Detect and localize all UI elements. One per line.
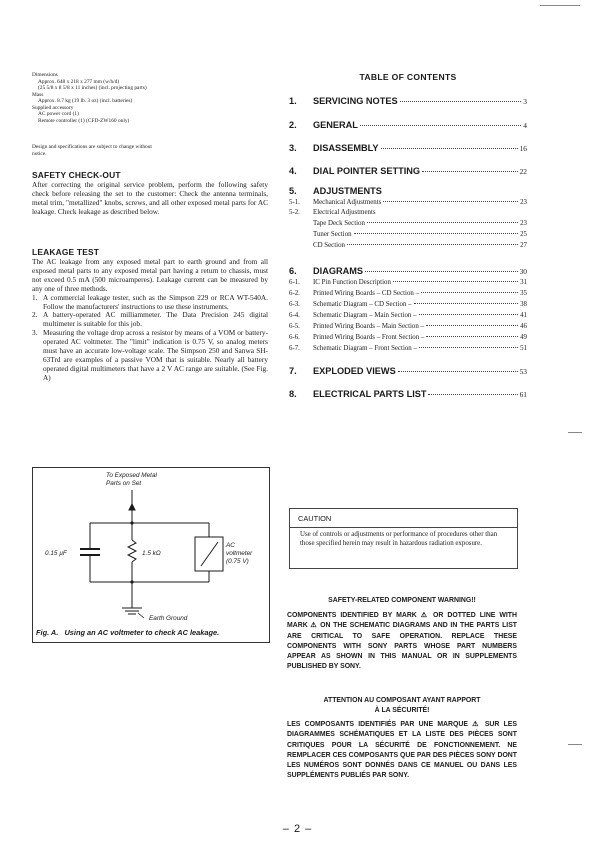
- toc-sub-number: 6-6.: [289, 334, 300, 341]
- page-number: – 2 –: [282, 823, 313, 835]
- specifications: [32, 72, 147, 124]
- toc-entry-number: 8.: [289, 389, 297, 399]
- meter-label-2: voltmeter: [226, 550, 253, 557]
- leakage-test-intro: The AC leakage from any exposed metal part to earth ground and from all exposed metal parts to any exposed metal part having a return to chassis, must not exceed 0.5 mA (500 microamperes). Leakage current can be measured by any one of three methods.: [32, 257, 268, 293]
- toc-sub-page: 35: [520, 290, 527, 297]
- spec-dimensions-inches: (25 5/8 x 8 5/8 x 11 inches) (incl. projecting parts): [38, 85, 147, 91]
- toc-leader-dots: [419, 347, 518, 348]
- ground-label: Earth Ground: [149, 615, 188, 622]
- toc-title: TABLE OF CONTENTS: [359, 72, 457, 82]
- figure-caption: Fig. A. Using an AC voltmeter to check AC leakage.: [36, 628, 220, 637]
- toc-sub-page: 41: [520, 312, 527, 319]
- toc-sub-number: 6-5.: [289, 323, 300, 330]
- junction-dot-top: [130, 521, 133, 524]
- toc-leader-dots: [426, 325, 518, 326]
- ground-label-leader: [138, 613, 144, 618]
- toc-sub-page: 49: [520, 334, 527, 341]
- toc-sub-page: 23: [520, 199, 527, 206]
- toc-sub-entry[interactable]: [289, 290, 527, 297]
- toc-entry-page: 3: [523, 97, 527, 106]
- toc-entry[interactable]: [289, 389, 527, 399]
- toc-entry-title: DIAGRAMS: [313, 266, 364, 276]
- safety-checkout-heading: SAFETY CHECK-OUT: [32, 170, 121, 180]
- toc-entry-title: DISASSEMBLY: [313, 143, 379, 153]
- toc-sub-title: Electrical Adjustments: [313, 209, 376, 216]
- list-item: [32, 329, 268, 382]
- toc-leader-dots: [428, 394, 517, 395]
- capacitor-label: 0.15 µF: [45, 550, 67, 557]
- toc-sub-number: 6-1.: [289, 279, 300, 286]
- toc-sub-page: 46: [520, 323, 527, 330]
- toc-entry[interactable]: [289, 166, 527, 176]
- list-item-text: A battery-operated AC milliammeter. The Data Precision 245 digital multimeter is suitable for this job.: [43, 310, 268, 329]
- toc-leader-dots: [381, 148, 518, 149]
- toc-entry-page: 53: [519, 367, 527, 376]
- caution-text: Use of controls or adjustments or performance of procedures other than those specified herein may result in hazardous radiation exposure.: [300, 531, 498, 547]
- list-item-number: 1.: [32, 292, 38, 302]
- figure-a: [32, 467, 270, 643]
- spec-dimensions-label: Dimensions: [32, 72, 58, 78]
- toc-sub-number: 5-1.: [289, 199, 300, 206]
- spec-mass-label: Mass: [32, 91, 44, 98]
- toc-sub-number: 6-7.: [289, 345, 300, 352]
- toc-leader-dots: [400, 101, 522, 102]
- toc-leader-dots: [422, 171, 518, 172]
- toc-leader-dots: [367, 222, 518, 223]
- toc-entry[interactable]: [289, 266, 527, 276]
- toc-sub-page: 25: [520, 231, 527, 238]
- scan-edge-mark: [568, 432, 582, 433]
- toc-sub-entry[interactable]: [289, 231, 527, 238]
- safety-warning-fr-heading-1: ATTENTION AU COMPOSANT AYANT RAPPORT: [323, 697, 481, 704]
- toc-entry-page: 4: [523, 121, 527, 130]
- toc-sub-title: CD Section: [313, 242, 345, 249]
- toc-sub-entry[interactable]: [289, 301, 527, 308]
- toc-sub-entry[interactable]: [289, 345, 527, 352]
- toc-sub-entry[interactable]: [289, 209, 527, 216]
- safety-warning-heading: SAFETY-RELATED COMPONENT WARNING!!: [328, 597, 476, 604]
- safety-warning-fr-body: LES COMPOSANTS IDENTIFIÉS PAR UNE MARQUE ⚠ SUR LES DIAGRAMMES SCHÉMATIQUES ET LA LISTE DES PIÈCES SONT CRITIQUES POUR LA SÉCURITÉ DE FONCTIONNEMENT. NE REMPLACER CES COMPOSANTS QUE PAR DES PIÈCES SONY DONT LES NUMÉROS SONT DONNÉS DANS CE MANUEL OU DANS LES SUPPLÉMENTS PUBLIÉS PAR SONY.: [287, 721, 517, 780]
- toc-sub-number: 6-2.: [289, 290, 300, 297]
- toc-sub-title: Printed Wiring Boards – CD Section –: [313, 290, 420, 297]
- toc-entry-number: 5.: [289, 186, 297, 196]
- toc-sub-entry[interactable]: [289, 323, 527, 330]
- leakage-test-body: [32, 258, 268, 383]
- toc-sub-entry[interactable]: [289, 242, 527, 249]
- leakage-test-heading: LEAKAGE TEST: [32, 247, 100, 257]
- junction-dot-bottom: [130, 580, 133, 583]
- toc-leader-dots: [393, 281, 518, 282]
- toc-sub-title: Mechanical Adjustments: [313, 199, 382, 206]
- toc-leader-dots: [347, 244, 518, 245]
- toc-sub-title: Printed Wiring Boards – Front Section –: [313, 334, 425, 341]
- spec-note: [32, 144, 152, 157]
- caution-heading: CAUTION: [298, 514, 332, 523]
- list-item-text: Measuring the voltage drop across a resistor by means of a VOM or battery-operated AC voltmeter. The "limit" indication is 0.75 V, so analog meters must have an accurate low-voltage scale. The Simpson 250 and Sanwa SH-63Trd are examples of a passive VOM that is suitable. Nearly all battery operated digital multimeters that have a 2 V AC range are suitable. (See Fig. A): [43, 328, 268, 382]
- list-item-number: 2.: [32, 310, 38, 320]
- spec-note-line-2: notice.: [32, 150, 47, 157]
- spec-accessory-label: Supplied accessory: [32, 104, 74, 111]
- toc-entry[interactable]: [289, 143, 527, 153]
- caution-divider: [290, 527, 517, 528]
- toc-entry-page: 61: [519, 390, 527, 399]
- spec-accessory-1: AC power cord (1): [38, 111, 79, 117]
- toc-sub-title: Printed Wiring Boards – Main Section –: [313, 323, 424, 330]
- toc-sub-title: Schematic Diagram – CD Section –: [313, 301, 412, 308]
- list-item: [32, 294, 268, 312]
- spec-accessory-2: Remote controller (1) (CFD-ZW160 only): [38, 117, 130, 124]
- leakage-test-circuit-diagram: [33, 468, 269, 642]
- toc-sub-page: 23: [520, 220, 527, 227]
- leakage-methods-list: [32, 294, 268, 383]
- safety-checkout-body: [32, 181, 268, 217]
- toc-entry[interactable]: [289, 366, 527, 376]
- toc-entry-number: 6.: [289, 266, 297, 276]
- safety-warning-body: COMPONENTS IDENTIFIED BY MARK ⚠ OR DOTTED LINE WITH MARK ⚠ ON THE SCHEMATIC DIAGRAMS AND IN THE PARTS LIST ARE CRITICAL TO SAFE OPERATION. REPLACE THESE COMPONENTS WITH SONY PARTS WHOSE PART NUMBERS APPEAR AS SHOWN IN THIS MANUAL OR IN SUPPLEMENTS PUBLISHED BY SONY.: [287, 612, 517, 671]
- toc-leader-dots: [398, 371, 518, 372]
- toc-sub-number: 5-2.: [289, 209, 300, 216]
- toc-sub-number: 6-4.: [289, 312, 300, 319]
- resistor-zigzag: [128, 540, 136, 562]
- toc-leader-dots: [383, 201, 518, 202]
- toc-entry-title: DIAL POINTER SETTING: [313, 166, 421, 176]
- toc-leader-dots: [419, 314, 519, 315]
- voltmeter-needle: [201, 542, 218, 566]
- toc-leader-dots: [360, 125, 521, 126]
- toc-entry-page: 22: [519, 167, 527, 176]
- toc-entry-number: 3.: [289, 143, 297, 153]
- toc-leader-dots: [421, 292, 518, 293]
- list-item: [32, 311, 268, 329]
- toc-sub-page: 31: [520, 279, 527, 286]
- toc-sub-page: 38: [520, 301, 527, 308]
- spec-mass-value: Approx. 8.7 kg (19 lb. 3 oz) (incl. batteries): [38, 98, 133, 104]
- safety-checkout-text: After correcting the original service problem, perform the following safety check before releasing the set to the customer: Check the antenna terminals, metal trim, "metallized" knobs, screws, and all other exposed metal parts for AC leakage. Check leakage as described below.: [32, 180, 268, 216]
- meter-label-1: AC: [226, 542, 235, 549]
- toc-leader-dots: [426, 336, 518, 337]
- toc-entry[interactable]: [289, 186, 527, 196]
- toc-sub-page: 51: [520, 345, 527, 352]
- toc-entry-title: ELECTRICAL PARTS LIST: [313, 389, 427, 399]
- toc-entry-title: GENERAL: [313, 120, 358, 130]
- toc-sub-entry[interactable]: [289, 220, 527, 227]
- scan-edge-mark: [568, 744, 582, 745]
- toc-sub-title: IC Pin Function Description: [313, 279, 391, 286]
- toc-sub-page: 27: [520, 242, 527, 249]
- toc-sub-title: Tape Deck Section: [313, 220, 365, 227]
- meter-label-3: (0.75 V): [226, 558, 249, 565]
- toc-sub-title: Tuner Section: [313, 231, 352, 238]
- caution-box: [289, 508, 518, 569]
- toc-sub-number: 6-3.: [289, 301, 300, 308]
- toc-entry-title: ADJUSTMENTS: [313, 186, 382, 196]
- arrow-up-icon: [129, 504, 135, 510]
- toc-entry-page: 30: [519, 267, 527, 276]
- toc-sub-title: Schematic Diagram – Front Section –: [313, 345, 417, 352]
- toc-entry-page: 16: [519, 144, 527, 153]
- list-item-number: 3.: [32, 328, 38, 338]
- toc-sub-entry[interactable]: [289, 334, 527, 341]
- toc-entry-title: SERVICING NOTES: [313, 96, 398, 106]
- toc-leader-dots: [365, 271, 518, 272]
- toc-sub-entry[interactable]: [289, 199, 527, 206]
- toc-sub-entry[interactable]: [289, 312, 527, 319]
- resistor-label: 1.5 kΩ: [142, 550, 161, 557]
- figure-top-label-1: To Exposed Metal: [106, 472, 157, 479]
- toc-entry-number: 4.: [289, 166, 297, 176]
- toc-entry-number: 7.: [289, 366, 297, 376]
- toc-leader-dots: [414, 303, 519, 304]
- toc-leader-dots: [354, 233, 519, 234]
- toc-sub-title: Schematic Diagram – Main Section –: [313, 312, 417, 319]
- figure-top-label-2: Parts on Set: [106, 480, 142, 487]
- toc-entry[interactable]: [289, 96, 527, 106]
- toc-entry-title: EXPLODED VIEWS: [313, 366, 396, 376]
- toc-sub-entry[interactable]: [289, 279, 527, 286]
- toc-entry-number: 2.: [289, 120, 297, 130]
- toc-entry[interactable]: [289, 120, 527, 130]
- spec-dimensions-value: Approx. 648 x 218 x 277 mm (w/h/d): [38, 78, 120, 85]
- scan-edge-mark: [540, 5, 580, 6]
- safety-warning-fr-heading-2: À LA SÉCURITÉ!: [374, 707, 430, 714]
- toc-entry-number: 1.: [289, 96, 297, 106]
- list-item-text: A commercial leakage tester, such as the Simpson 229 or RCA WT-540A. Follow the manufacturers' instructions to use these instruments.: [43, 292, 268, 311]
- spec-note-line-1: Design and specifications are subject to change without: [32, 144, 152, 150]
